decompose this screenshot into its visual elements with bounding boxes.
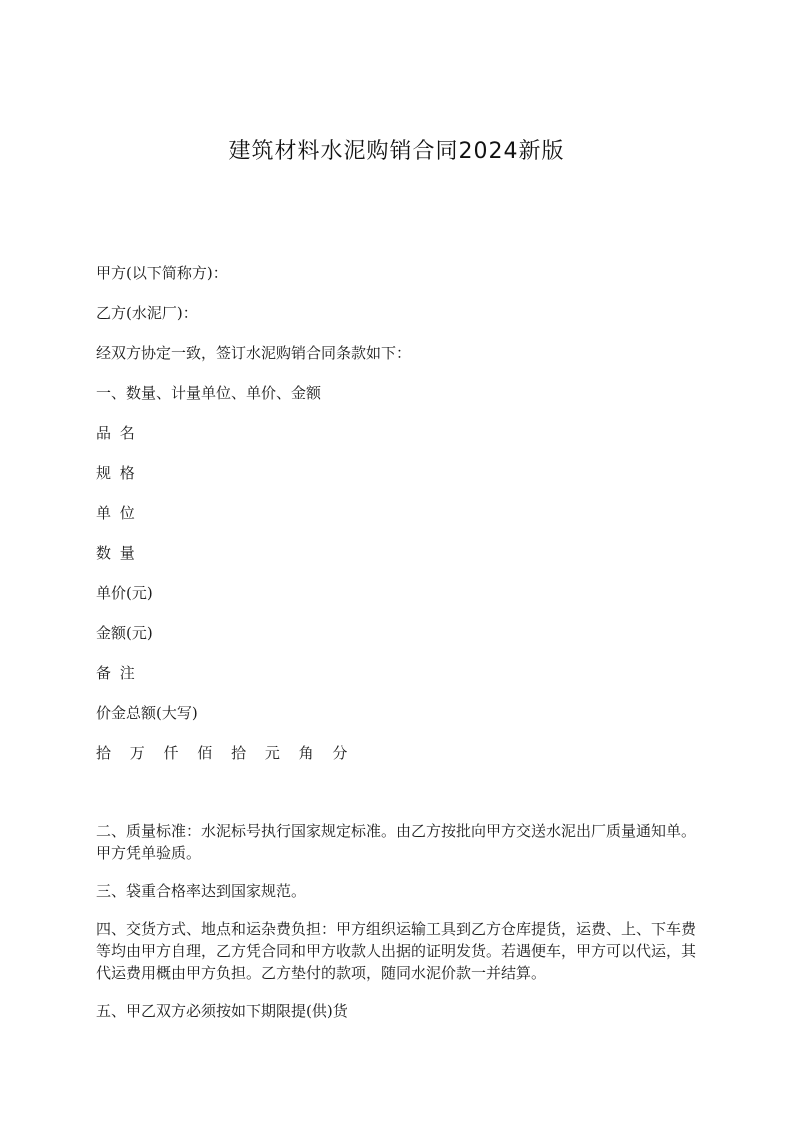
- field-quantity: 数 量: [96, 544, 137, 562]
- section-5-paragraph: 五、甲乙双方必须按如下期限提(供)货: [96, 1002, 348, 1020]
- field-total-amount: 价金总额(大写): [96, 704, 198, 722]
- intro-paragraph: 经双方协定一致，签订水泥购销合同条款如下：: [96, 344, 412, 362]
- party-b-line: 乙方(水泥厂)：: [96, 304, 198, 322]
- field-specification: 规 格: [96, 464, 137, 482]
- field-unit-price: 单价(元): [96, 584, 153, 602]
- party-a-line: 甲方(以下简称方)：: [96, 264, 228, 282]
- section-4-paragraph: 四、交货方式、地点和运杂费负担：甲方组织运输工具到乙方仓库提货，运费、上、下车费等均由甲方自理，乙方凭合同和甲方收款人出据的证明发货。若遇便车，甲方可以代运，其代运费用概由甲方负担。乙方垫付的款项，随同水泥价款一并结算。: [96, 920, 697, 982]
- section-1-heading: 一、数量、计量单位、单价、金额: [96, 384, 322, 402]
- section-2-paragraph: 二、质量标准：水泥标号执行国家规定标准。由乙方按批向甲方交送水泥出厂质量通知单。甲方凭单验质。: [96, 822, 697, 862]
- field-product-name: 品 名: [96, 424, 137, 442]
- field-unit: 单 位: [96, 504, 137, 522]
- amount-units-line: 拾 万 仟 佰 拾 元 角 分: [96, 744, 350, 762]
- field-amount: 金额(元): [96, 624, 153, 642]
- section-3-paragraph: 三、袋重合格率达到国家规范。: [96, 882, 307, 900]
- document-title: 建筑材料水泥购销合同2024新版: [228, 139, 565, 164]
- field-remarks: 备 注: [96, 664, 137, 682]
